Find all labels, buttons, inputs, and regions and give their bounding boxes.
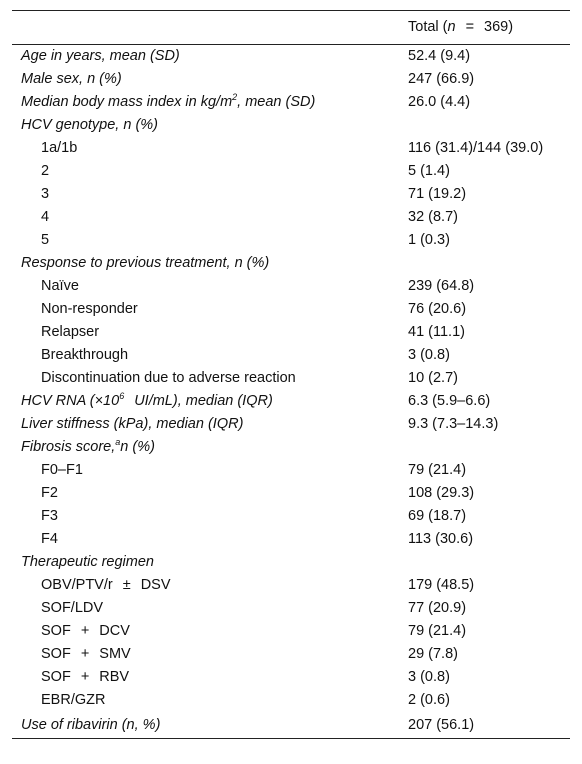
table-header-row xyxy=(12,11,570,45)
section-row xyxy=(12,551,570,574)
table-row xyxy=(12,367,570,390)
row-label: F3 xyxy=(41,508,58,524)
table-row xyxy=(12,620,570,643)
row-value: 79 (21.4) xyxy=(408,462,467,478)
regimen-drug-b: SMV xyxy=(99,646,131,662)
table-row xyxy=(12,344,570,367)
regimen-operator: + xyxy=(80,669,90,685)
bmi-label-text: Median body mass index in kg/m xyxy=(21,94,233,110)
row-label xyxy=(12,643,397,666)
row-value: 247 (66.9) xyxy=(408,71,475,87)
table-row xyxy=(12,275,570,298)
section-row xyxy=(12,252,570,275)
row-label: Non-responder xyxy=(41,301,138,317)
row-value: 3 (0.8) xyxy=(408,669,450,685)
table-row xyxy=(12,597,570,620)
row-label: 1a/1b xyxy=(41,140,78,156)
row-value: 77 (20.9) xyxy=(408,600,467,616)
table-row xyxy=(12,712,570,739)
header-total-cell xyxy=(397,11,570,45)
section-row xyxy=(12,114,570,137)
row-value: 10 (2.7) xyxy=(408,370,458,386)
row-value: 179 (48.5) xyxy=(408,577,475,593)
row-value: 3 (0.8) xyxy=(408,347,450,363)
row-label: Relapser xyxy=(41,324,100,340)
row-label: 5 xyxy=(41,232,50,248)
table-row xyxy=(12,45,570,69)
row-value: 1 (0.3) xyxy=(408,232,450,248)
table-row xyxy=(12,206,570,229)
table-row xyxy=(12,643,570,666)
row-label: 3 xyxy=(41,186,50,202)
header-n-symbol: n xyxy=(447,19,456,35)
section-label: Response to previous treatment, n (%) xyxy=(21,255,270,271)
table-row xyxy=(12,413,570,436)
empty-cell xyxy=(397,551,570,574)
row-value: 29 (7.8) xyxy=(408,646,458,662)
regimen-drug-b: RBV xyxy=(99,669,130,685)
fibrosis-label-text: Fibrosis score, xyxy=(21,439,116,455)
section-label: HCV genotype, n (%) xyxy=(21,117,159,133)
row-value: 32 (8.7) xyxy=(408,209,458,225)
regimen-drug-a: OBV/PTV/r xyxy=(41,577,113,593)
table-row xyxy=(12,321,570,344)
table-row xyxy=(12,137,570,160)
fibrosis-label-tail: n (%) xyxy=(120,439,155,455)
regimen-operator: + xyxy=(80,623,90,639)
header-total-label: Total ( xyxy=(408,19,448,35)
table-row xyxy=(12,298,570,321)
header-total-count: 369) xyxy=(484,19,514,35)
row-value: 108 (29.3) xyxy=(408,485,475,501)
row-label: Naïve xyxy=(41,278,79,294)
section-label xyxy=(12,436,397,459)
patient-characteristics-table xyxy=(12,10,570,739)
table-row xyxy=(12,229,570,252)
regimen-drug-a: SOF xyxy=(41,623,71,639)
empty-cell xyxy=(397,114,570,137)
table-row xyxy=(12,528,570,551)
table-row xyxy=(12,666,570,689)
regimen-operator: + xyxy=(80,646,90,662)
section-row xyxy=(12,436,570,459)
section-label: Therapeutic regimen xyxy=(21,554,154,570)
table-row xyxy=(12,459,570,482)
row-label: F4 xyxy=(41,531,58,547)
row-label: F2 xyxy=(41,485,58,501)
row-label: 4 xyxy=(41,209,50,225)
row-value: 41 (11.1) xyxy=(408,324,465,340)
row-value: 79 (21.4) xyxy=(408,623,467,639)
row-value: 71 (19.2) xyxy=(408,186,467,202)
empty-cell xyxy=(397,252,570,275)
table-row xyxy=(12,689,570,712)
row-label xyxy=(12,91,397,114)
row-value: 76 (20.6) xyxy=(408,301,467,317)
row-label: SOF/LDV xyxy=(41,600,104,616)
regimen-drug-a: SOF xyxy=(41,669,71,685)
table-row xyxy=(12,91,570,114)
row-value: 113 (30.6) xyxy=(408,531,474,547)
row-label: Use of ribavirin (n, %) xyxy=(21,716,161,733)
row-label xyxy=(12,666,397,689)
row-label: Breakthrough xyxy=(41,347,129,363)
row-value: 69 (18.7) xyxy=(408,508,467,524)
row-label: Liver stiffness (kPa), median (IQR) xyxy=(21,416,244,432)
table-row xyxy=(12,574,570,597)
regimen-drug-b: DCV xyxy=(99,623,130,639)
row-label: F0–F1 xyxy=(41,462,83,478)
row-value: 239 (64.8) xyxy=(408,278,475,294)
rna-label-sup: 6 xyxy=(119,391,125,401)
fibrosis-footnote-marker: a xyxy=(115,437,121,447)
row-label: Discontinuation due to adverse reaction xyxy=(41,370,296,386)
row-value: 52.4 (9.4) xyxy=(408,48,471,64)
row-value: 2 (0.6) xyxy=(408,692,450,708)
regimen-drug-a: SOF xyxy=(41,646,71,662)
regimen-operator: ± xyxy=(122,577,131,593)
row-value: 207 (56.1) xyxy=(408,716,475,733)
header-equals: = xyxy=(465,19,475,35)
row-label xyxy=(12,620,397,643)
table-row xyxy=(12,505,570,528)
bmi-label-tail: , mean (SD) xyxy=(237,94,316,110)
row-label: EBR/GZR xyxy=(41,692,106,708)
row-value: 5 (1.4) xyxy=(408,163,450,179)
table-row xyxy=(12,160,570,183)
row-value: 6.3 (5.9–6.6) xyxy=(408,393,491,409)
row-label: Male sex, n (%) xyxy=(21,71,122,87)
rna-label-text: HCV RNA (×10 xyxy=(21,393,120,409)
empty-cell xyxy=(397,436,570,459)
rna-label-tail: UI/mL), median (IQR) xyxy=(134,393,273,409)
table-row xyxy=(12,482,570,505)
row-value: 9.3 (7.3–14.3) xyxy=(408,416,499,432)
row-value: 26.0 (4.4) xyxy=(408,94,471,110)
row-label: 2 xyxy=(41,163,50,179)
bmi-label-sup: 2 xyxy=(232,92,238,102)
row-value: 116 (31.4)/144 (39.0) xyxy=(408,140,544,156)
regimen-drug-b: DSV xyxy=(140,577,171,593)
row-label: Age in years, mean (SD) xyxy=(21,48,180,64)
table-row xyxy=(12,68,570,91)
header-blank-cell xyxy=(12,11,397,45)
table-row xyxy=(12,183,570,206)
row-label xyxy=(12,574,397,597)
table-row xyxy=(12,390,570,413)
row-label xyxy=(12,390,397,413)
